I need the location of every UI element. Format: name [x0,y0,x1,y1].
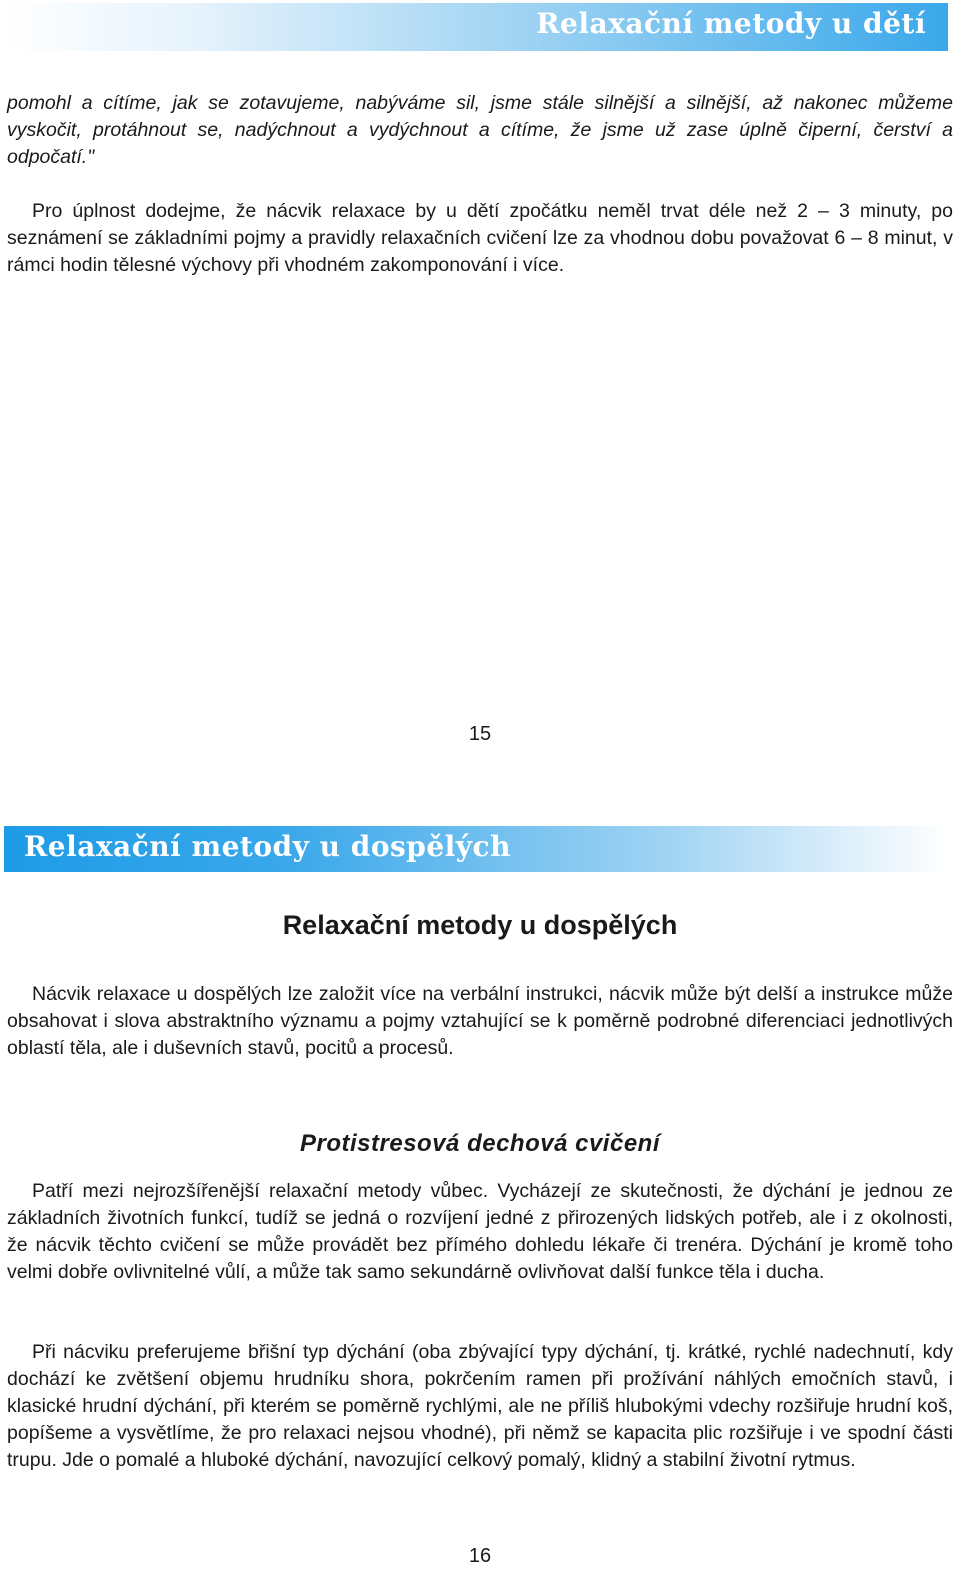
subsection-heading: Protistresová dechová cvičení [300,1130,660,1157]
body-paragraph: Nácvik relaxace u dospělých lze založit více na verbální instrukci, nácvik může být delší a instrukce může obsahovat i slova abstraktního významu a pojmy vztahující se k poměrně podrobné diferenciaci jednotlivých oblastí těla, ale i duševních stavů, pocitů a procesů. [7,983,953,1059]
chapter-banner-title: Relaxační metody u dospělých [24,830,511,863]
body-paragraph: Pro úplnost dodejme, že nácvik relaxace by u dětí zpočátku neměl trvat déle než 2 – 3 minuty, po seznámení se základními pojmy a pravidly relaxačních cvičení lze za vhodnou dobu považovat 6 – 8 minut, v rámci hodin tělesné výchovy při vhodném zakomponování i více. [7,200,953,276]
chapter-banner-adults [4,826,948,872]
body-paragraph: Při nácviku preferujeme břišní typ dýchání (oba zbývající typy dýchání, tj. krátké, rychlé nadechnutí, kdy dochází ke zvětšení objemu hrudníku shora, pokrčením ramen při prožívání náhlých emočních stavů, i klasické hrudní dýchání, při kterém se poměrně rychlými, ale ne příliš hlubokými vdechy rozšiřuje hrudní koš, popíšeme a vysvětlíme, že pro relaxaci nejsou vhodné), při němž se kapacita plic rozšiřuje i ve spodní části trupu. Jde o pomalé a hluboké dýchání, navozující celkový pomalý, klidný a stabilní životní rytmus. [7,1341,953,1471]
chapter-banner-children [4,3,948,51]
quote-paragraph: pomohl a cítíme, jak se zotavujeme, nabýváme sil, jsme stále silnější a silnější, až nakonec můžeme vyskočit, protáhnout se, nadýchnout a vydýchnout a cítíme, že jsme už zase úplně čiperní, čerství a odpočatí." [7,92,953,168]
page-number: 16 [468,1545,492,1567]
chapter-banner-title: Relaxační metody u dětí [536,7,926,40]
body-paragraph: Patří mezi nejrozšířenější relaxační metody vůbec. Vycházejí ze skutečnosti, že dýchání je jednou ze základních životních funkcí, tudíž se jedná o rozvíjení jedné z přirozených lidských potřeb, ale i z okolnosti, že nácvik těchto cvičení se může provádět bez přímého dohledu lékaře či trenéra. Dýchání je kromě toho velmi dobře ovlivnitelné vůlí, a může tak samo sekundárně ovlivňovat další funkce těla i ducha. [7,1180,953,1283]
section-heading: Relaxační metody u dospělých [282,910,678,940]
page-number: 15 [468,723,492,745]
